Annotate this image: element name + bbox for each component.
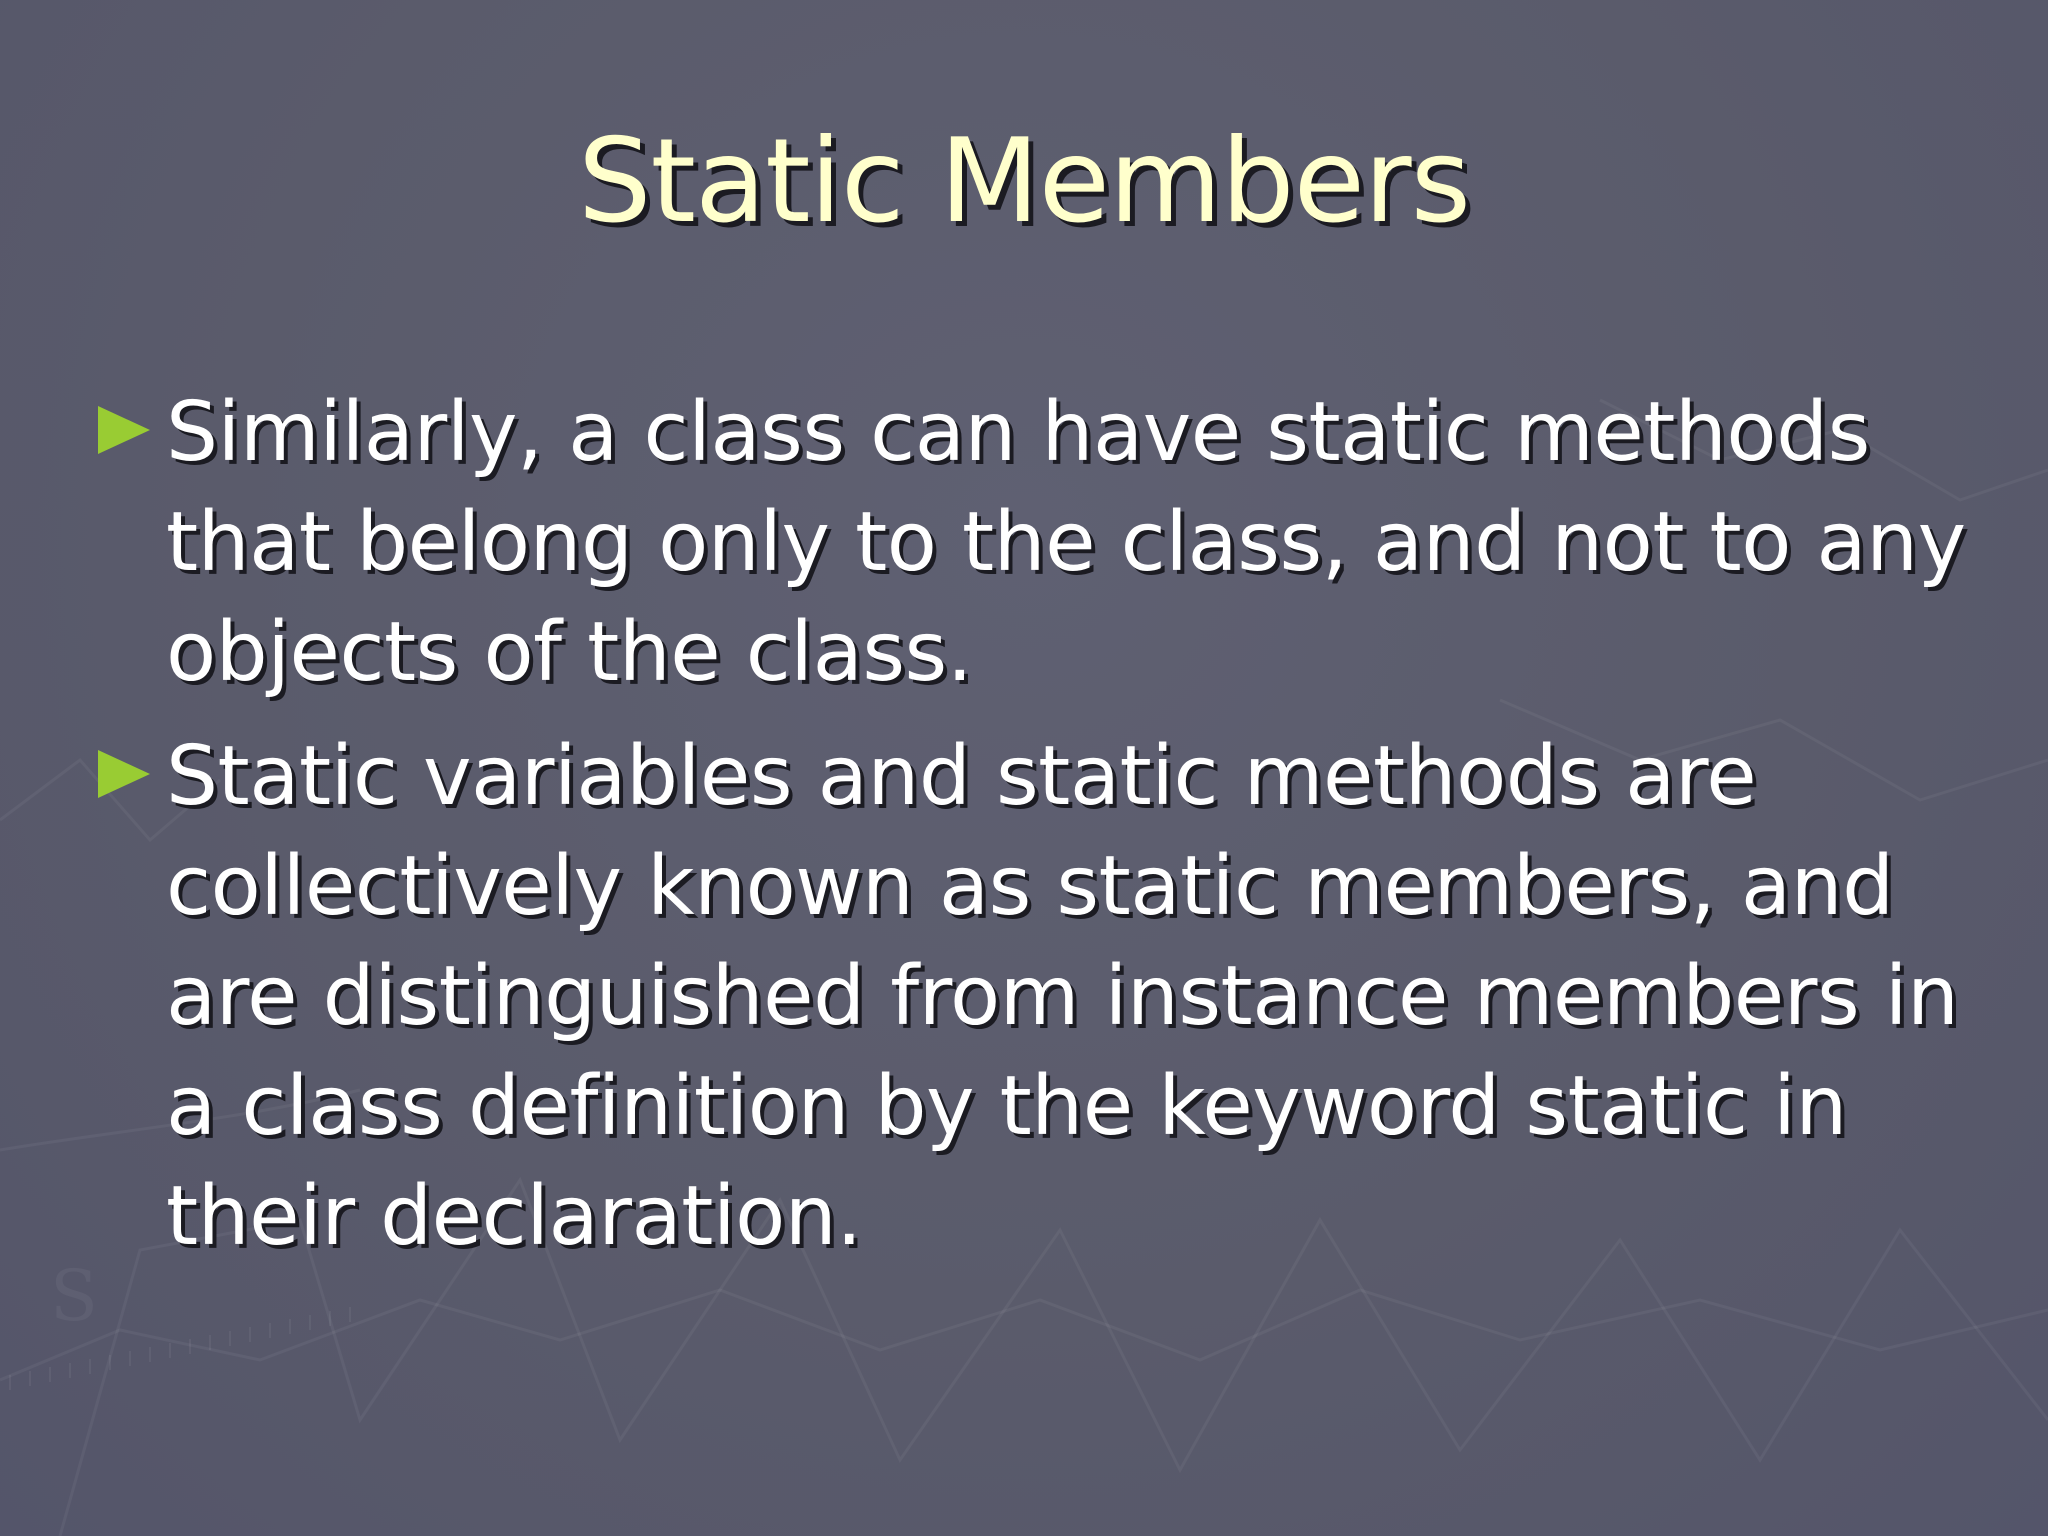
svg-text:S: S [50,1255,98,1337]
bullet-item [96,722,1976,1272]
bullet-text: Static variables and static methods are collectively known as static members, and are distinguished from instance members in a class definition by the keyword static in their declaration. [166,729,1959,1264]
triangle-right-icon [96,746,152,802]
triangle-right-icon [96,402,152,458]
slide-title: Static Members [577,114,1471,249]
bullet-item [96,378,1976,708]
bullet-text: Similarly, a class can have static methods that belong only to the class, and not to any objects of the class. [166,385,1966,700]
bullet-list [96,378,1976,1272]
